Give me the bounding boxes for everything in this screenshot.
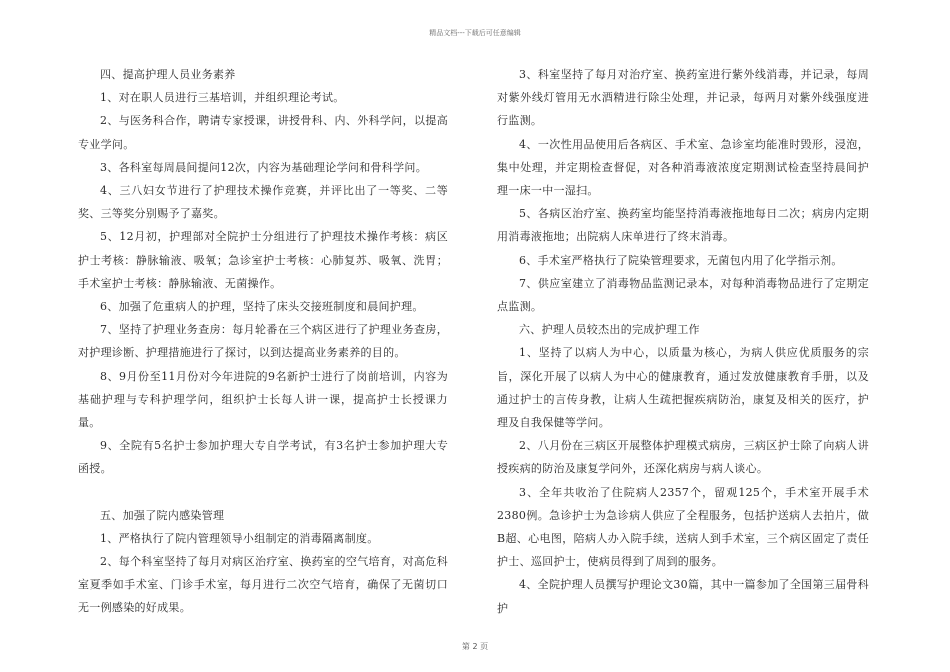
paragraph: 8、9月份至11月份对今年进院的9名新护士进行了岗前培训，内容为基础护理与专科护理学问，组织护士长每人讲一课，提高护士长授课力量。 — [78, 369, 448, 430]
section-5-title: 五、加强了院内感染管理 — [100, 508, 225, 522]
section-gap — [78, 481, 448, 504]
paragraph: 2、与医务科合作，聘请专家授课，讲授骨科、内、外科学问，以提高专业学问。 — [78, 114, 448, 151]
paragraph: 6、加强了危重病人的护理，坚持了床头交接班制度和晨间护理。 — [100, 300, 424, 314]
paragraph: 5、12月初，护理部对全院护士分组进行了护理技术操作考核：病区护士考核：静脉输液、吸氧；急诊室护士考核：心肺复苏、吸氧、洗胃；手术室护士考核：静脉输液、无菌操作。 — [78, 230, 448, 290]
paragraph: 1、对在职人员进行三基培训，并组织理论考试。 — [100, 91, 345, 105]
paragraph: 2、八月份在三病区开展整体护理模式病房，三病区护士除了向病人讲授疾病的防治及康复学问外，还深化病房与病人谈心。 — [497, 439, 869, 476]
paragraph: 9、全院有5名护士参加护理大专自学考试，有3名护士参加护理大专函授。 — [78, 439, 448, 476]
left-column — [78, 63, 448, 620]
section-6-title: 六、护理人员较杰出的完成护理工作 — [519, 323, 700, 337]
paragraph: 7、供应室建立了消毒物品监测记录本，对每种消毒物品进行了定期定点监测。 — [497, 276, 869, 314]
page-number: 第 2 页 — [461, 642, 489, 651]
paragraph: 4、一次性用品使用后各病区、手术室、急诊室均能准时毁形，浸泡，集中处理，并定期检查督促，对各种消毒液浓度定期测试检查坚持晨间护理一床一中一湿扫。 — [497, 137, 869, 198]
paragraph: 4、全院护理人员撰写护理论文30篇，其中一篇参加了全国第三届骨科护 — [497, 578, 869, 615]
page-header: 精品文档---下载后可任意编辑 — [429, 29, 521, 37]
paragraph: 5、各病区治疗室、换药室均能坚持消毒液拖地每日二次；病房内定期用消毒液拖地；出院病人床单进行了终末消毒。 — [497, 207, 869, 244]
paragraph: 3、科室坚持了每月对治疗室、换药室进行紫外线消毒，并记录，每周对紫外线灯管用无水酒精进行除尘处理，并记录，每两月对紫外线强度进行监测。 — [497, 68, 869, 128]
paragraph: 3、各科室每周晨间提问12次，内容为基础理论学问和骨科学问。 — [100, 160, 427, 174]
paragraph: 7、坚持了护理业务查房：每月轮番在三个病区进行了护理业务查房，对护理诊断、护理措施进行了探讨，以到达提高业务素养的目的。 — [78, 323, 448, 360]
paragraph: 6、手术室严格执行了院染管理要求，无菌包内用了化学指示剂。 — [519, 253, 843, 267]
paragraph: 2、每个科室坚持了每月对病区治疗室、换药室的空气培育，对高危科室夏季如手术室、门诊手术室，每月进行二次空气培育，确保了无菌切口无一例感染的好成果。 — [78, 555, 448, 615]
section-4-title: 四、提高护理人员业务素养 — [100, 68, 236, 81]
paragraph: 1、严格执行了院内管理领导小组制定的消毒隔离制度。 — [100, 531, 379, 545]
paragraph: 1、坚持了以病人为中心，以质量为核心，为病人供应优质服务的宗旨，深化开展了以病人为中心的健康教育，通过发放健康教育手册，以及通过护士的言传身教，让病人生疏把握疾病防治，康复及相关的医疗，护理及自我保健等学问。 — [497, 346, 869, 430]
paragraph: 3、全年共收治了住院病人2357个，留观125个，手术室开展手术2380例。急诊护士为急诊病人供应了全程服务，包括护送病人去拍片，做B超、心电图，陪病人办入院手续，送病人到手术室，三个病区固定了责任护士、巡回护士，使病员得到了周到的服务。 — [497, 485, 869, 569]
paragraph: 4、三八妇女节进行了护理技术操作竞赛，并评比出了一等奖、二等奖、三等奖分别赐予了嘉奖。 — [78, 184, 448, 221]
right-column — [497, 63, 869, 620]
